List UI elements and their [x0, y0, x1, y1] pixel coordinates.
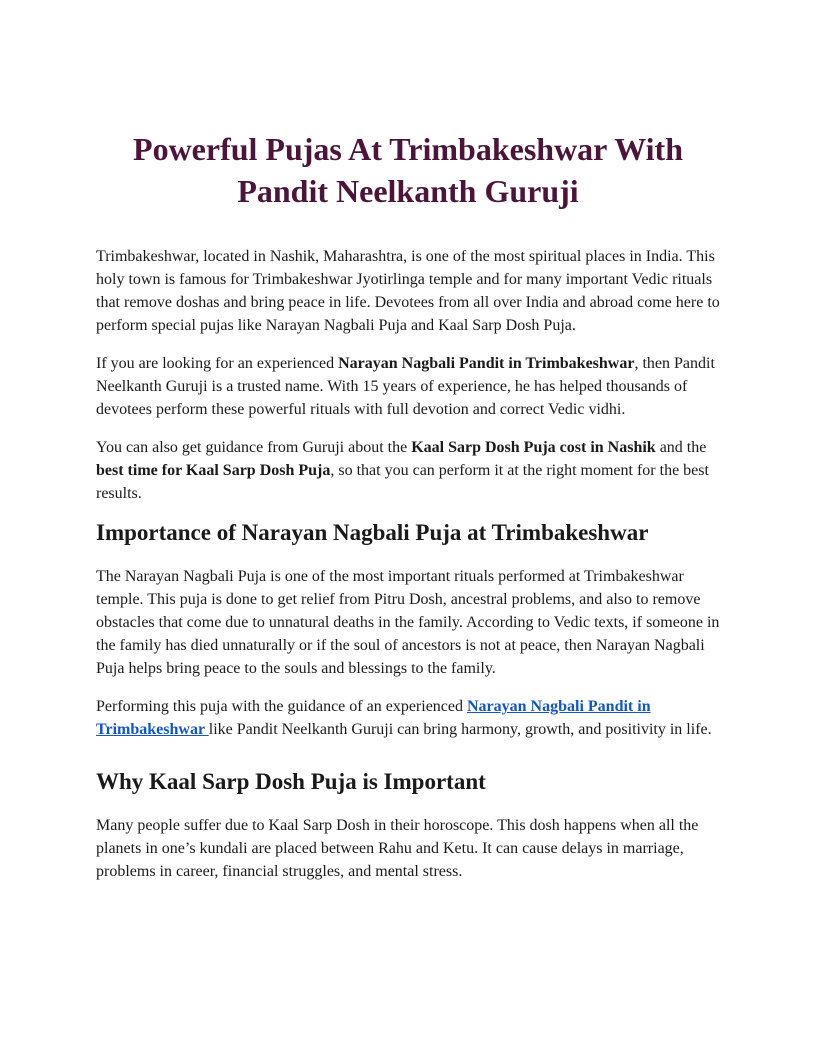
section2-paragraph-1: Many people suffer due to Kaal Sarp Dosh in their horoscope. This dosh happens when all the planets in one’s kundali are placed between Rahu and Ketu. It can cause delays in marriage, problems in career, financial struggles, and mental stress. — [96, 817, 699, 880]
intro-p2-text-end: , then Pandit Neelkanth Guruji is a trusted name. With 15 years of experience, he has helped thousands of devotees perform these powerful rituals with full devotion and correct Vedic vidhi. — [96, 355, 715, 418]
narayan-nagbali-pandit-link[interactable]: Narayan Nagbali Pandit in Trimbakeshwar — [96, 698, 651, 738]
title-line-2: Pandit Neelkanth Guruji — [237, 173, 579, 209]
section1-paragraph-1: The Narayan Nagbali Puja is one of the most important rituals performed at Trimbakeshwar temple. This puja is done to get relief from Pitru Dosh, ancestral problems, and also to remove obstacles that come due to unnatural deaths in the family. According to Vedic texts, if someone in the family has died unnaturally or if the soul of ancestors is not at peace, then Narayan Nagbali Puja helps bring peace to the souls and blessings to the family. — [96, 568, 720, 677]
intro-p3-text-start: You can also get guidance from Guruji about the — [96, 439, 412, 456]
section1-paragraph-2 — [96, 695, 720, 741]
page-title — [96, 128, 720, 212]
document-page — [96, 128, 720, 883]
section1-p2-text-start: Performing this puja with the guidance of an experienced — [96, 698, 467, 715]
intro-paragraph-2 — [96, 352, 720, 421]
intro-p2-text-start: If you are looking for an experienced — [96, 355, 339, 372]
intro-paragraph-1: Trimbakeshwar, located in Nashik, Maharashtra, is one of the most spiritual places in India. This holy town is famous for Trimbakeshwar Jyotirlinga temple and for many important Vedic rituals that remove doshas and bring peace in life. Devotees from all over India and abroad come here to perform special pujas like Narayan Nagbali Puja and Kaal Sarp Dosh Puja. — [96, 248, 720, 334]
title-line-1: Powerful Pujas At Trimbakeshwar With — [133, 131, 683, 167]
intro-p3-text-mid: and the — [655, 439, 707, 456]
intro-p3-bold-cost: Kaal Sarp Dosh Puja cost in Nashik — [411, 439, 656, 456]
intro-p2-bold: Narayan Nagbali Pandit in Trimbakeshwar — [338, 355, 635, 372]
section-heading-narayan-nagbali: Importance of Narayan Nagbali Puja at Trimbakeshwar — [96, 520, 649, 545]
intro-p3-text-end: , so that you can perform it at the right moment for the best results. — [96, 462, 709, 502]
intro-p3-bold-time: best time for Kaal Sarp Dosh Puja — [96, 462, 331, 479]
intro-paragraph-3 — [96, 436, 720, 505]
section-heading-kaal-sarp: Why Kaal Sarp Dosh Puja is Important — [96, 769, 486, 794]
section1-p2-text-end: like Pandit Neelkanth Guruji can bring harmony, growth, and positivity in life. — [208, 721, 712, 738]
